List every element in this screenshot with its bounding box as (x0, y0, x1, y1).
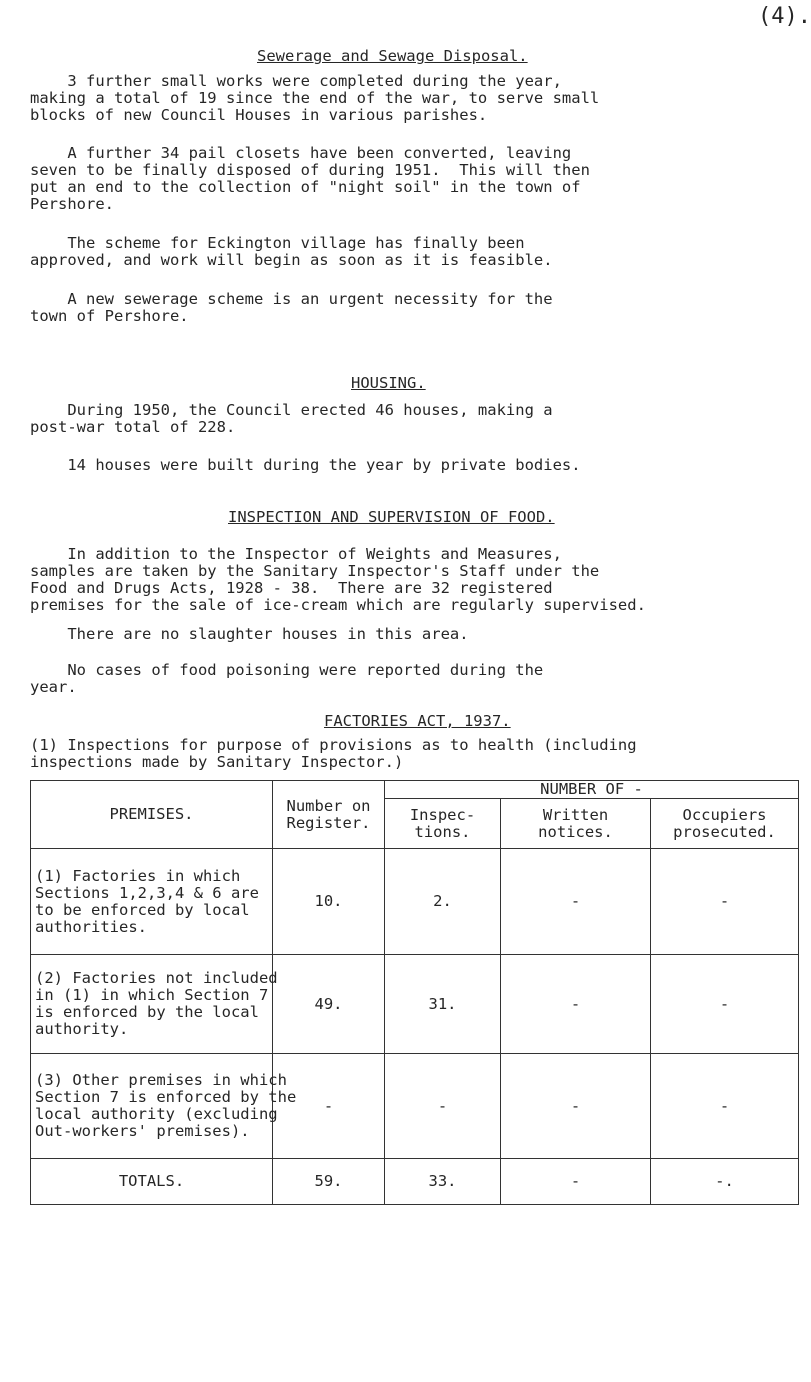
prosecuted-cell: - (651, 1054, 799, 1159)
table-row (31, 955, 799, 1054)
sewerage-paragraph-1: 3 further small works were completed during the year, making a total of 19 since the end of the war, to serve small blocks of new Council Houses in various parishes. (30, 72, 600, 124)
sewerage-paragraph-2: A further 34 pail closets have been converted, leaving seven to be finally disposed of during 1951. This will then put an end to the collection of "night soil" in the town of Pershore. (30, 144, 590, 213)
inspections-cell: 31. (385, 955, 501, 1054)
food-paragraph-3: No cases of food poisoning were reported during the year. (30, 661, 544, 696)
inspections-header: Inspec- tions. (385, 799, 501, 849)
register-cell: 10. (273, 849, 385, 955)
notices-cell: - (501, 849, 651, 955)
sewerage-heading: Sewerage and Sewage Disposal. (257, 47, 528, 65)
notices-cell: - (501, 955, 651, 1054)
food-paragraph-2: There are no slaughter houses in this area. (30, 625, 469, 643)
sewerage-paragraph-4: A new sewerage scheme is an urgent necessity for the town of Pershore. (30, 290, 553, 325)
housing-paragraph-2: 14 houses were built during the year by private bodies. (30, 456, 581, 474)
inspections-cell: 2. (385, 849, 501, 955)
housing-heading: HOUSING. (351, 374, 426, 392)
totals-register: 59. (273, 1159, 385, 1205)
housing-paragraph-1: During 1950, the Council erected 46 houses, making a post-war total of 228. (30, 401, 553, 436)
premises-cell: (2) Factories not included in (1) in which Section 7 is enforced by the local authority. (31, 955, 273, 1054)
totals-prosecuted: -. (651, 1159, 799, 1205)
premises-cell: (1) Factories in which Sections 1,2,3,4 & 6 are to be enforced by local authorities. (31, 849, 273, 955)
register-cell: - (273, 1054, 385, 1159)
factories-intro: (1) Inspections for purpose of provisions as to health (including inspections made by Sanitary Inspector.) (30, 736, 637, 771)
totals-label: TOTALS. (31, 1159, 273, 1205)
inspections-table (30, 780, 799, 1205)
food-heading: INSPECTION AND SUPERVISION OF FOOD. (228, 508, 555, 526)
notices-header: Written notices. (501, 799, 651, 849)
premises-header: PREMISES. (31, 781, 273, 849)
prosecuted-header: Occupiers prosecuted. (651, 799, 799, 849)
table-header-row (31, 781, 799, 799)
totals-notices: - (501, 1159, 651, 1205)
table-row (31, 1054, 799, 1159)
inspections-cell: - (385, 1054, 501, 1159)
register-header: Number on Register. (273, 781, 385, 849)
table-row (31, 849, 799, 955)
premises-cell: (3) Other premises in which Section 7 is enforced by the local authority (excluding Out-workers' premises). (31, 1054, 273, 1159)
page-number: (4). (758, 4, 811, 29)
food-paragraph-1: In addition to the Inspector of Weights and Measures, samples are taken by the Sanitary Inspector's Staff under the Food and Drugs Acts, 1928 - 38. There are 32 registered premises for the sale of ice-cream which are regularly supervised. (30, 545, 646, 614)
number-of-header: NUMBER OF - (385, 781, 799, 799)
register-cell: 49. (273, 955, 385, 1054)
factories-heading: FACTORIES ACT, 1937. (324, 712, 511, 730)
totals-row (31, 1159, 799, 1205)
prosecuted-cell: - (651, 849, 799, 955)
prosecuted-cell: - (651, 955, 799, 1054)
notices-cell: - (501, 1054, 651, 1159)
totals-inspections: 33. (385, 1159, 501, 1205)
sewerage-paragraph-3: The scheme for Eckington village has finally been approved, and work will begin as soon as it is feasible. (30, 234, 553, 269)
